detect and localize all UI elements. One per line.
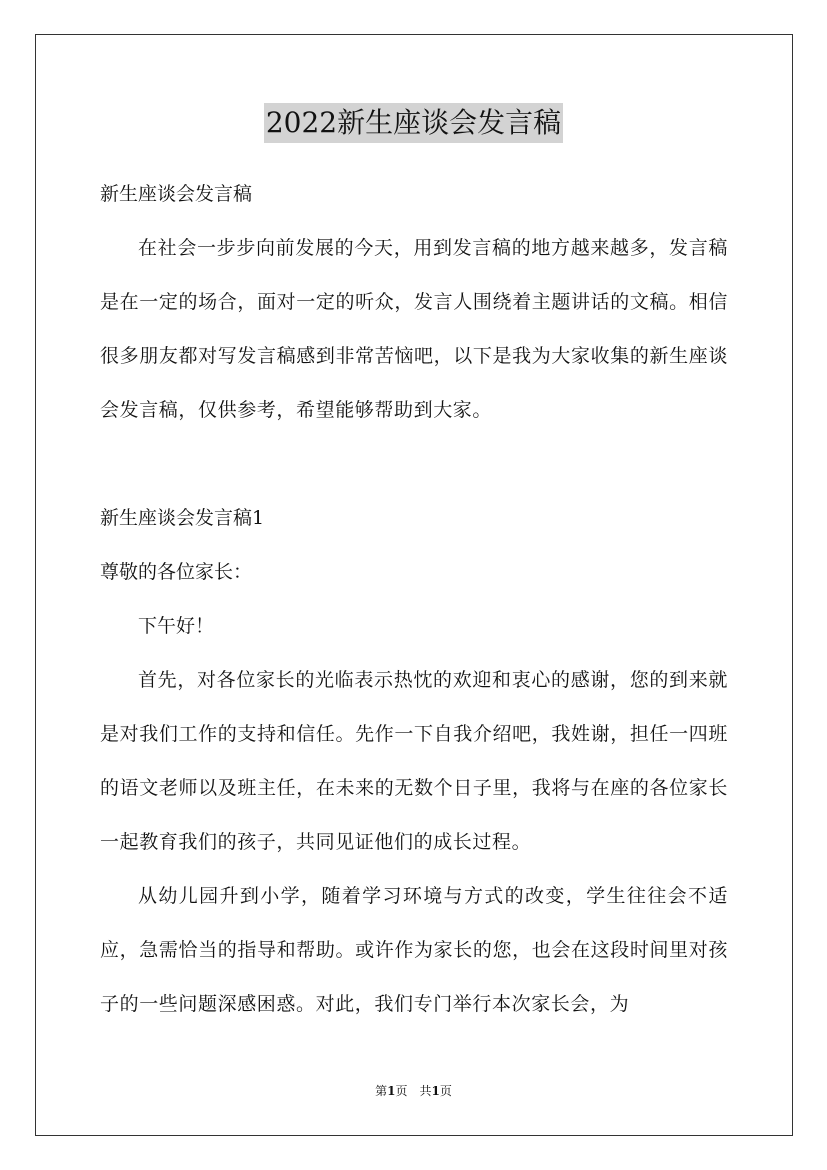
section-heading: 新生座谈会发言稿1 bbox=[100, 507, 265, 529]
document-body bbox=[100, 172, 728, 1031]
greeting: 下午好！ bbox=[138, 615, 215, 637]
intro-heading: 新生座谈会发言稿 bbox=[100, 183, 253, 205]
footer-label-mid: 页 共 bbox=[395, 1084, 432, 1098]
title-container bbox=[0, 103, 827, 143]
document-title: 2022新生座谈会发言稿 bbox=[264, 103, 563, 143]
footer-label-pre: 第 bbox=[375, 1084, 388, 1098]
footer-page-total: 1 bbox=[431, 1084, 440, 1098]
footer-label-post: 页 bbox=[439, 1084, 452, 1098]
paragraph-transition: 从幼儿园升到小学，随着学习环境与方式的改变，学生往往会不适应，急需恰当的指导和帮助。或许作为家长的您，也会在这段时间里对孩子的一些问题深感困惑。对此，我们专门举行本次家长会，为 bbox=[100, 885, 728, 1015]
paragraph-welcome: 首先，对各位家长的光临表示热忱的欢迎和衷心的感谢，您的到来就是对我们工作的支持和信任。先作一下自我介绍吧，我姓谢，担任一四班的语文老师以及班主任，在未来的无数个日子里，我将与在座的各位家长一起教育我们的孩子，共同见证他们的成长过程。 bbox=[100, 669, 728, 853]
page-footer bbox=[0, 1083, 827, 1099]
intro-paragraph: 在社会一步步向前发展的今天，用到发言稿的地方越来越多，发言稿是在一定的场合，面对一定的听众，发言人围绕着主题讲话的文稿。相信很多朋友都对写发言稿感到非常苦恼吧，以下是我为大家收集的新生座谈会发言稿，仅供参考，希望能够帮助到大家。 bbox=[100, 237, 728, 421]
footer-page-number: 1 bbox=[387, 1084, 396, 1098]
salutation: 尊敬的各位家长： bbox=[100, 561, 253, 583]
blank-line bbox=[100, 437, 728, 491]
